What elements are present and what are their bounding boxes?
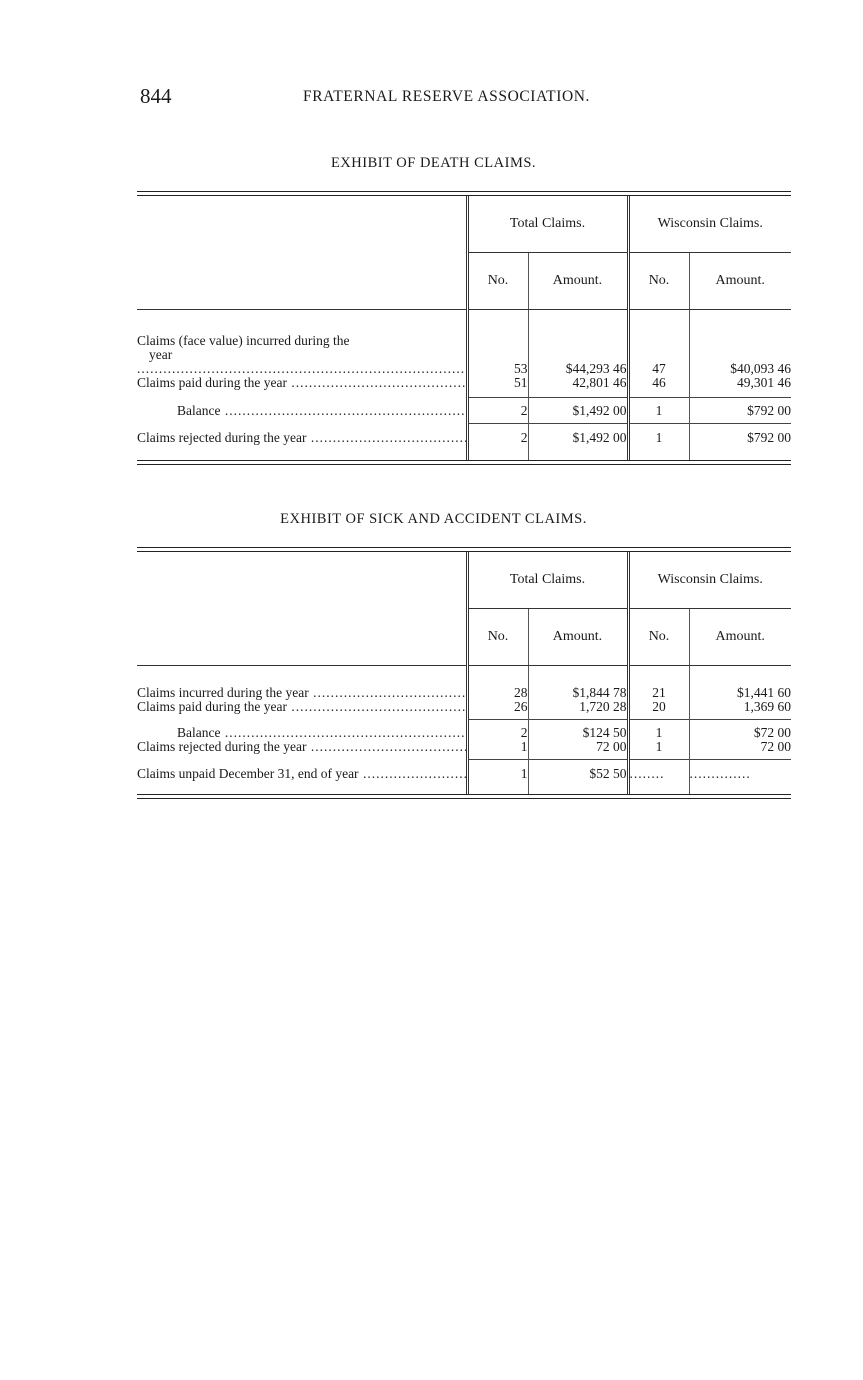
total-amount-header: Amount. — [528, 609, 628, 666]
row-label: Claims rejected during the year ..... — [137, 424, 467, 452]
total-claims-header: Total Claims. — [467, 196, 628, 253]
row-label: Claims unpaid December 31, end of year ..... — [137, 760, 467, 788]
row-label: Claims paid during the year ..... — [137, 700, 467, 714]
total-no-cell: 28 — [467, 686, 528, 700]
total-amount-cell: 42,801 46 — [528, 376, 628, 390]
wis-no-cell: ........ — [628, 760, 689, 788]
death-claims-table — [137, 196, 791, 460]
total-claims-header: Total Claims. — [467, 552, 628, 609]
total-no-cell: 1 — [467, 760, 528, 788]
total-no-header: No. — [467, 253, 528, 310]
table-row — [137, 720, 791, 740]
total-amount-cell: $1,492 00 — [528, 424, 628, 452]
total-amount-cell: 72 00 — [528, 740, 628, 754]
table-row — [137, 686, 791, 700]
wis-no-header: No. — [628, 609, 689, 666]
total-amount-cell: 1,720 28 — [528, 700, 628, 714]
wis-no-cell: 47 — [628, 334, 689, 376]
total-no-cell: 1 — [467, 740, 528, 754]
stub-header — [137, 552, 467, 666]
wis-no-cell: 1 — [628, 424, 689, 452]
wis-no-cell: 20 — [628, 700, 689, 714]
death-claims-title: EXHIBIT OF DEATH CLAIMS. — [330, 155, 537, 171]
wis-amount-cell: $1,441 60 — [689, 686, 791, 700]
total-amount-cell: $124 50 — [528, 720, 628, 740]
stub-header — [137, 196, 467, 310]
row-label: Claims paid during the year ..... — [137, 376, 467, 390]
wis-amount-cell: $40,093 46 — [689, 334, 791, 376]
wis-amount-cell: 49,301 46 — [689, 376, 791, 390]
table-row — [137, 424, 791, 452]
row-label: Claims incurred during the year ..... — [137, 686, 467, 700]
wis-amount-cell: $792 00 — [689, 398, 791, 424]
total-amount-cell: $44,293 46 — [528, 334, 628, 376]
total-no-cell: 2 — [467, 424, 528, 452]
total-no-header: No. — [467, 609, 528, 666]
bottom-double-rule — [137, 794, 791, 799]
row-label: Balance ..... — [137, 398, 467, 424]
death-claims-table-block — [137, 191, 791, 465]
wisconsin-claims-header: Wisconsin Claims. — [628, 552, 791, 609]
wis-no-cell: 21 — [628, 686, 689, 700]
wisconsin-claims-header: Wisconsin Claims. — [628, 196, 791, 253]
wis-amount-cell: $792 00 — [689, 424, 791, 452]
wis-amount-cell: 72 00 — [689, 740, 791, 754]
wis-no-cell: 1 — [628, 740, 689, 754]
row-label: Claims rejected during the year ..... — [137, 740, 467, 754]
sick-accident-claims-table — [137, 552, 791, 794]
wis-no-cell: 1 — [628, 398, 689, 424]
total-amount-header: Amount. — [528, 253, 628, 310]
wis-amount-header: Amount. — [689, 609, 791, 666]
row-label — [137, 334, 467, 376]
wis-no-cell: 46 — [628, 376, 689, 390]
wis-amount-cell: $72 00 — [689, 720, 791, 740]
row-label-line2: year ..... — [137, 347, 467, 376]
table-row — [137, 334, 791, 376]
table-row — [137, 760, 791, 788]
row-label-line1: Claims (face value) incurred during the — [137, 333, 350, 348]
table-row — [137, 398, 791, 424]
total-no-cell: 53 — [467, 334, 528, 376]
table-row — [137, 376, 791, 390]
row-label: Balance ..... — [137, 720, 467, 740]
bottom-double-rule — [137, 460, 791, 465]
total-amount-cell: $1,492 00 — [528, 398, 628, 424]
total-no-cell: 51 — [467, 376, 528, 390]
total-no-cell: 2 — [467, 398, 528, 424]
total-no-cell: 2 — [467, 720, 528, 740]
wis-no-cell: 1 — [628, 720, 689, 740]
wis-amount-header: Amount. — [689, 253, 791, 310]
sick-accident-claims-title: EXHIBIT OF SICK AND ACCIDENT CLAIMS. — [280, 511, 587, 527]
wis-no-header: No. — [628, 253, 689, 310]
sick-accident-claims-table-block — [137, 547, 791, 799]
running-title: FRATERNAL RESERVE ASSOCIATION. — [303, 88, 591, 105]
total-amount-cell: $1,844 78 — [528, 686, 628, 700]
page-number: 844 — [140, 84, 172, 108]
total-amount-cell: $52 50 — [528, 760, 628, 788]
table-row — [137, 740, 791, 754]
total-no-cell: 26 — [467, 700, 528, 714]
wis-amount-cell: 1,369 60 — [689, 700, 791, 714]
table-row — [137, 700, 791, 714]
wis-amount-cell: .............. — [689, 760, 791, 788]
